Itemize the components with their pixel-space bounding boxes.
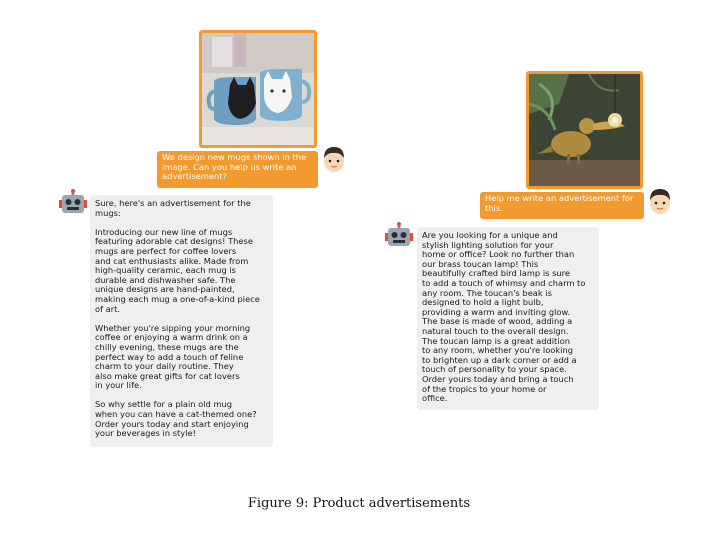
robot-avatar-icon <box>384 222 414 250</box>
user-avatar-icon <box>320 144 348 174</box>
cat-mugs-photo <box>199 30 317 148</box>
figure-caption: Figure 9: Product advertisements <box>247 496 471 511</box>
toucan-lamp-image <box>529 74 640 186</box>
robot-avatar-icon <box>58 189 88 217</box>
user-prompt-bubble: Help me write an advertisement for this. <box>480 192 644 219</box>
user-prompt-bubble: We design new mugs shown in the image. Can you help us write an advertisement? <box>157 151 318 188</box>
user-avatar-icon <box>646 186 674 216</box>
toucan-lamp-photo <box>526 71 643 189</box>
bot-reply-bubble: Are you looking for a unique and stylish lighting solution for your home or office? Look no further than our brass toucan lamp! This beautifully crafted bird lamp is sure to add a touch of whimsy and charm to any room. The toucan's beak is designed to hold a light bulb, providing a warm and inviting glow. The base is made of wood, adding a natural touch to the overall design. The toucan lamp is a great addition to any room, whether you're looking to brighten up a dark corner or add a touch of personality to your space. Order yours today and bring a touch of the tropics to your home or office. <box>417 227 599 410</box>
cat-mugs-image <box>202 33 314 145</box>
bot-reply-bubble: Sure, here's an advertisement for the mugs: Introducing our new line of mugs featuring adorable cat designs! These mugs are perfect for coffee lovers and cat enthusiasts alike. Made from high-quality ceramic, each mug is durable and dishwasher safe. The unique designs are hand-painted, making each mug a one-of-a-kind piece of art. Whether you're sipping your morning coffee or enjoying a warm drink on a chilly evening, these mugs are the perfect way to add a touch of feline charm to your daily routine. They also make great gifts for cat lovers in your life. So why settle for a plain old mug when you can have a cat-themed one? Order yours today and start enjoying your beverages in style! <box>90 195 273 447</box>
